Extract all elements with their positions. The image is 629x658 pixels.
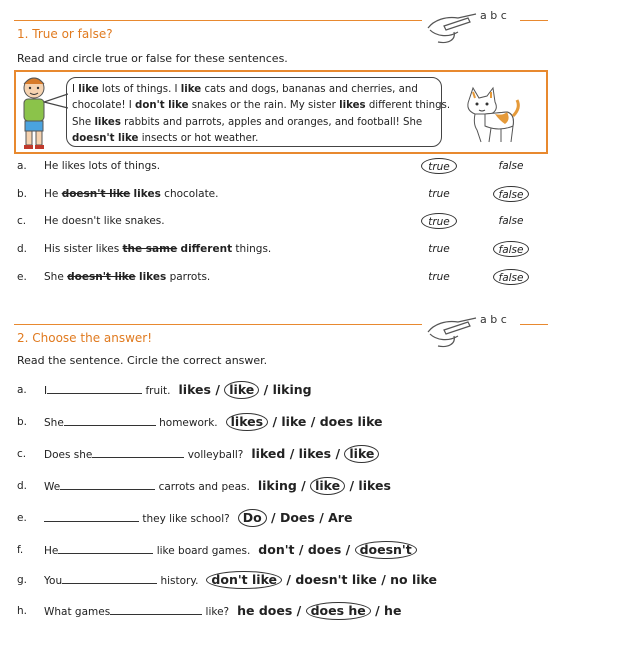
question-sentence xyxy=(44,540,417,561)
answer-blank[interactable] xyxy=(110,602,202,615)
answer-option[interactable]: Does xyxy=(279,510,315,525)
answer-option[interactable]: no like xyxy=(390,572,437,587)
answer-blank[interactable] xyxy=(58,541,153,554)
story-text-run: different things. xyxy=(365,100,451,112)
tf-item xyxy=(0,268,629,286)
answer-blank[interactable] xyxy=(60,477,155,490)
answer-option[interactable]: like xyxy=(224,381,259,399)
tf-statement xyxy=(44,157,160,175)
question-prefix: We xyxy=(44,481,61,493)
question-sentence xyxy=(44,444,379,465)
story-keyword: like xyxy=(180,84,202,95)
option-separator: / xyxy=(345,478,359,493)
question-prefix: I xyxy=(44,385,48,397)
answer-option[interactable]: liking xyxy=(272,382,312,397)
correction-word: likes xyxy=(138,271,167,283)
crossed-out-word: the same xyxy=(122,243,178,255)
option-separator: / xyxy=(259,382,273,397)
answer-option[interactable]: does xyxy=(307,542,342,557)
story-text-run: cats and dogs, bananas and cherries, and xyxy=(201,84,418,95)
answer-option[interactable]: likes xyxy=(358,478,391,493)
tf-item xyxy=(0,212,629,230)
question-suffix: homework. xyxy=(155,417,218,429)
answer-option[interactable]: he xyxy=(384,603,402,618)
section1-title: 1. True or false? xyxy=(17,27,113,41)
item-label: h. xyxy=(17,605,27,617)
section2-instruction: Read the sentence. Circle the correct answer. xyxy=(17,354,268,367)
section1-abc-mark: a b c xyxy=(480,9,507,22)
story-text-run: lots of things. I xyxy=(98,84,181,95)
tf-statement xyxy=(44,240,271,258)
section1-instruction: Read and circle true or false for these sentences. xyxy=(17,52,288,65)
option-separator: / xyxy=(266,510,280,525)
question-prefix: What games xyxy=(44,606,111,618)
crossed-out-word: doesn't like xyxy=(67,271,136,283)
answer-options xyxy=(258,542,416,557)
answer-blank[interactable] xyxy=(62,571,157,584)
tf-item xyxy=(0,157,629,175)
question-sentence xyxy=(44,380,312,401)
option-separator: / xyxy=(370,603,385,618)
answer-options xyxy=(238,510,353,525)
pencil-hand-icon xyxy=(424,310,488,350)
answer-blank[interactable] xyxy=(47,381,142,394)
answer-options xyxy=(206,572,437,587)
false-option[interactable]: false xyxy=(498,215,524,227)
false-option[interactable]: false xyxy=(498,160,524,172)
false-option[interactable]: false xyxy=(493,186,529,202)
option-separator: / xyxy=(306,414,320,429)
answer-option[interactable]: likes xyxy=(178,382,211,397)
question-suffix: like? xyxy=(202,606,230,618)
answer-option[interactable]: does like xyxy=(319,414,383,429)
statement-text: She xyxy=(44,271,68,283)
item-label: e. xyxy=(17,271,27,283)
question-suffix: fruit. xyxy=(142,385,171,397)
story-keyword: likes xyxy=(94,116,121,128)
story-keyword: don't like xyxy=(135,100,189,112)
tf-statement xyxy=(44,185,218,203)
tf-item xyxy=(0,185,629,203)
tf-statement xyxy=(44,268,210,286)
answer-option[interactable]: he does xyxy=(237,603,293,618)
answer-blank[interactable] xyxy=(92,445,184,458)
option-separator: / xyxy=(292,603,306,618)
story-keyword: doesn't like xyxy=(72,133,139,145)
statement-text: He xyxy=(44,188,62,200)
story-text-run: I xyxy=(72,84,79,95)
item-label: b. xyxy=(17,188,28,200)
item-label: a. xyxy=(17,160,27,172)
option-separator: / xyxy=(296,478,311,493)
section1-rule-left xyxy=(14,20,422,21)
answer-option[interactable]: Do xyxy=(238,509,267,527)
option-separator: / xyxy=(341,542,355,557)
answer-blank[interactable] xyxy=(44,509,139,522)
true-option[interactable]: true xyxy=(421,158,457,174)
section1-rule-right xyxy=(520,20,548,21)
story-line xyxy=(72,98,451,114)
question-sentence xyxy=(44,476,391,497)
answer-option[interactable]: like xyxy=(281,414,307,429)
item-label: f. xyxy=(17,544,24,556)
answer-options xyxy=(226,414,383,429)
crossed-out-word: doesn't like xyxy=(61,188,131,200)
correction-word: likes xyxy=(133,188,161,200)
answer-options xyxy=(251,446,379,461)
false-option[interactable]: false xyxy=(493,241,529,257)
story-keyword: like xyxy=(78,84,99,95)
option-separator: / xyxy=(268,414,282,429)
answer-option[interactable]: liking xyxy=(257,478,297,493)
tf-statement xyxy=(44,212,165,230)
tf-item xyxy=(0,240,629,258)
true-option[interactable]: true xyxy=(421,213,457,229)
false-option[interactable]: false xyxy=(493,269,529,285)
question-sentence xyxy=(44,570,437,591)
question-prefix: He xyxy=(44,545,59,557)
answer-option[interactable]: likes xyxy=(226,413,268,431)
answer-option[interactable]: does he xyxy=(306,602,371,620)
statement-text: things. xyxy=(232,243,272,255)
boy-illustration xyxy=(16,72,56,152)
story-text-run: snakes or the rain. My sister xyxy=(188,100,340,112)
answer-option[interactable]: like xyxy=(344,445,379,463)
option-separator: / xyxy=(376,572,391,587)
story-text-run: rabbits and parrots, apples and oranges, and football! She xyxy=(120,116,423,128)
answer-option[interactable]: doesn't xyxy=(355,541,417,559)
option-separator: / xyxy=(210,382,225,397)
option-separator: / xyxy=(314,510,329,525)
story-line xyxy=(72,115,435,131)
story-text-run: She xyxy=(72,116,95,128)
option-separator: / xyxy=(294,542,308,557)
story-line xyxy=(72,131,435,147)
section2-title: 2. Choose the answer! xyxy=(17,331,153,345)
answer-options xyxy=(237,603,401,618)
item-label: g. xyxy=(17,574,28,586)
question-prefix: She xyxy=(44,417,64,429)
item-label: c. xyxy=(17,215,27,227)
answer-option[interactable]: like xyxy=(310,477,345,495)
item-label: c. xyxy=(17,448,27,460)
item-label: e. xyxy=(17,512,27,524)
item-label: d. xyxy=(17,480,28,492)
question-prefix: You xyxy=(44,575,63,587)
question-sentence xyxy=(44,508,352,529)
statement-text: He likes lots of things. xyxy=(44,160,161,172)
question-prefix: Does she xyxy=(44,449,93,461)
item-label: d. xyxy=(17,243,28,255)
answer-blank[interactable] xyxy=(64,413,156,426)
statement-text: His sister likes xyxy=(44,243,123,255)
story-text xyxy=(66,77,451,147)
option-separator: / xyxy=(282,572,296,587)
true-option[interactable]: true xyxy=(428,271,450,283)
true-option[interactable]: true xyxy=(428,243,450,255)
question-suffix: like board games. xyxy=(153,545,251,557)
story-text-run: chocolate! I xyxy=(72,100,136,112)
answer-options xyxy=(258,478,391,493)
item-label: b. xyxy=(17,416,28,428)
answer-option[interactable]: don't xyxy=(258,542,295,557)
statement-text: chocolate. xyxy=(160,188,219,200)
item-label: a. xyxy=(17,384,27,396)
pencil-hand-icon xyxy=(424,6,488,46)
answer-options xyxy=(179,382,312,397)
option-separator: / xyxy=(331,446,345,461)
speech-bubble-tail xyxy=(44,92,68,112)
answer-option[interactable]: liked xyxy=(251,446,286,461)
answer-option[interactable]: Are xyxy=(328,510,353,525)
answer-option[interactable]: don't like xyxy=(206,571,282,589)
story-keyword: likes xyxy=(339,100,366,112)
true-option[interactable]: true xyxy=(428,188,450,200)
correction-word: different xyxy=(180,243,233,255)
section2-rule-right xyxy=(520,324,548,325)
question-suffix: volleyball? xyxy=(184,449,244,461)
statement-text: parrots. xyxy=(166,271,211,283)
question-sentence xyxy=(44,412,383,433)
question-suffix: carrots and peas. xyxy=(155,481,250,493)
option-separator: / xyxy=(285,446,299,461)
story-text-run: insects or hot weather. xyxy=(138,133,259,145)
question-sentence xyxy=(44,601,401,622)
statement-text: He doesn't like snakes. xyxy=(44,215,165,227)
question-suffix: history. xyxy=(157,575,199,587)
question-suffix: they like school? xyxy=(139,513,230,525)
section2-abc-mark: a b c xyxy=(480,313,507,326)
cat-illustration xyxy=(455,80,525,146)
answer-option[interactable]: likes xyxy=(298,446,332,461)
section2-rule-left xyxy=(14,324,422,325)
story-line xyxy=(72,82,435,98)
answer-option[interactable]: doesn't like xyxy=(295,572,377,587)
